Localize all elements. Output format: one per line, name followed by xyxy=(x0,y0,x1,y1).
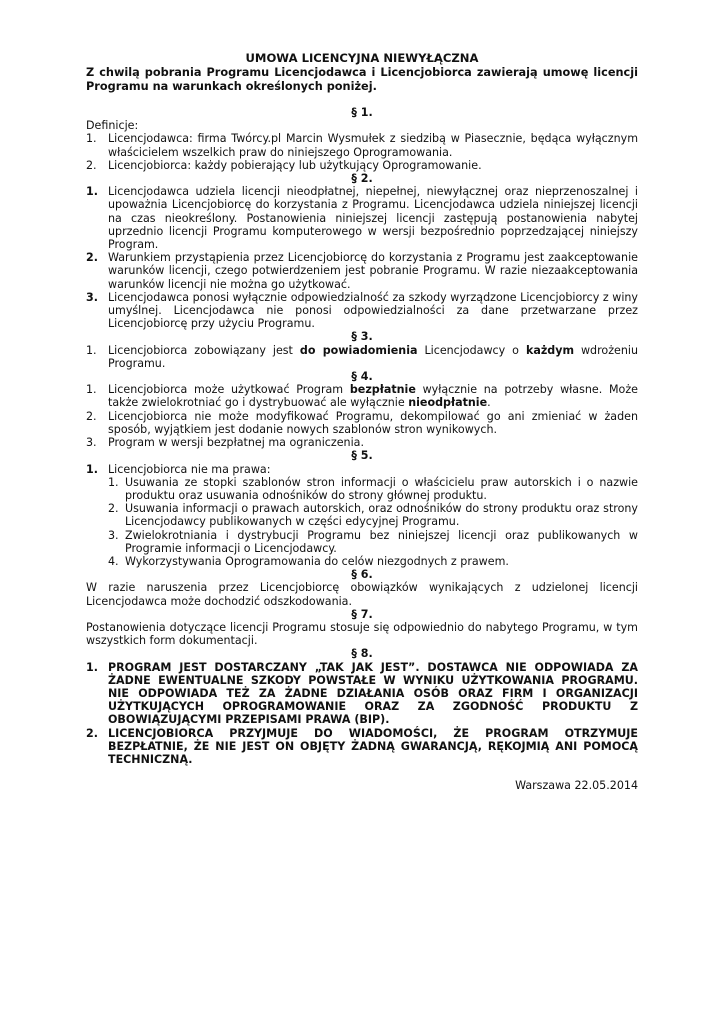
item-number: 2. xyxy=(86,409,97,423)
list-item xyxy=(86,383,638,409)
list-item xyxy=(86,344,638,370)
item-number: 2. xyxy=(108,502,119,516)
section-heading-4: § 4. xyxy=(351,370,373,384)
sub-list-item xyxy=(108,555,638,568)
license-document xyxy=(86,52,638,792)
item-text: Wykorzystywania Oprogramowania do celów niezgodnych z prawem. xyxy=(125,554,509,568)
sub-list-item xyxy=(108,502,638,528)
list-item xyxy=(86,185,638,251)
item-text: Licencjobiorca nie może modyfikować Programu, dekompilować go ani zmieniać w żaden sposób, wyjątkiem jest dodanie nowych szablonów stron wynikowych. xyxy=(108,409,638,436)
emphasis-text: każdym xyxy=(525,343,575,357)
item-text: Program w wersji bezpłatnej ma ograniczenia. xyxy=(108,436,364,450)
paragraph: W razie naruszenia przez Licencjobiorcę obowiązków wynikających z udzielonej licencji Licencjodawca może dochodzić odszkodowania. xyxy=(86,581,638,608)
item-number: 1. xyxy=(86,660,98,674)
item-text: LICENCJOBIORCA PRZYJMUJE DO WIADOMOŚCI, ŻE PROGRAM OTRZYMUJE BEZPŁATNIE, ŻE NIE JEST ON OBJĘTY ŻADNĄ GWARANCJĄ, RĘKOJMIĄ ANI POMOCĄ TECHNICZNĄ. xyxy=(108,726,638,766)
place-date: Warszawa 22.05.2014 xyxy=(515,779,638,793)
section-heading-5: § 5. xyxy=(351,449,373,463)
item-text: Usuwania ze stopki szablonów stron informacji o właścicielu praw autorskich i o nazwie produktu oraz usuwania odnośników do strony głównej produktu. xyxy=(125,475,638,502)
item-number: 1. xyxy=(86,132,97,146)
item-text: Licencjodawca ponosi wyłącznie odpowiedzialność za szkody wyrządzone Licencjobiorcy z winy umyślnej. Licencjodawca nie ponosi odpowiedzialności za dane przetwarzane przez Licencjobiorcę przy użyciu Programu. xyxy=(108,290,638,331)
item-text: Warunkiem przystąpienia przez Licencjobiorcę do korzystania z Programu jest zaakceptowanie warunków licencji, czego potwierdzeniem jest pobranie Programu. W razie niezaakceptowania warunków licencji nie można go użytkować. xyxy=(108,251,638,291)
list-item xyxy=(86,661,638,727)
emphasis-text: do powiadomienia xyxy=(299,343,418,357)
list-item xyxy=(86,727,638,767)
item-number: 4. xyxy=(108,554,119,568)
document-title: UMOWA LICENCYJNA NIEWYŁĄCZNA xyxy=(245,51,479,65)
section-heading-7: § 7. xyxy=(351,607,373,621)
list-item xyxy=(86,463,638,476)
item-text: Licencjobiorca zobowiązany jest do powiadomienia Licencjodawcy o każdym wdrożeniu Programu. xyxy=(108,343,638,370)
paragraph: Postanowienia dotyczące licencji Programu stosuje się odpowiednio do nabytego Programu, w tym wszystkich form dokumentacji. xyxy=(86,620,638,648)
list-item xyxy=(86,436,638,449)
emphasis-text: nieodpłatnie xyxy=(408,396,488,410)
spacer xyxy=(86,93,638,106)
list-item xyxy=(86,410,638,436)
item-text: Licencjobiorca nie ma prawa: xyxy=(108,462,271,476)
sub-list-item xyxy=(108,529,638,555)
section-heading-2: § 2. xyxy=(351,172,373,186)
item-number: 2. xyxy=(86,158,97,172)
item-number: 1. xyxy=(108,475,119,489)
list-item xyxy=(86,251,638,291)
item-text: Licencjodawca udziela licencji nieodpłatnej, niepełnej, niewyłącznej oraz nieprzenoszalnej i upoważnia Licencjobiorcę do korzystania z Programu. Licencjodawca udziela niniejszej licencji na czas nieokreślony. Postanowienia niniejszej licencji zastępują postanowienia nabytej uprzednio licencji Programu komputerowego w wersji bezpośrednio poprzedzającej niniejszy Program. xyxy=(108,185,638,252)
item-text: Usuwania informacji o prawach autorskich, oraz odnośników do strony produktu oraz strony Licencjodawcy publikowanych w części edycyjnej Programu. xyxy=(125,502,638,529)
item-number: 1. xyxy=(86,343,97,357)
item-number: 1. xyxy=(86,383,97,397)
item-number: 2. xyxy=(86,251,98,265)
section-heading-3: § 3. xyxy=(351,330,373,344)
section-heading-6: § 6. xyxy=(351,568,373,582)
intro-paragraph: Z chwilą pobrania Programu Licencjodawca i Licencjobiorca zawierają umowę licencji Programu na warunkach określonych poniżej. xyxy=(86,66,638,93)
definitions-lead: Definicje: xyxy=(86,119,139,133)
list-item xyxy=(86,132,638,158)
item-text: Licencjodawca: firma Twórcy.pl Marcin Wysmułek z siedzibą w Piasecznie, będąca wyłącznym właścicielem wszelkich praw do niniejszego Oprogramowania. xyxy=(108,132,638,159)
item-number: 3. xyxy=(108,528,119,542)
sub-list-item xyxy=(108,476,638,502)
section-heading-8: § 8. xyxy=(351,647,373,661)
item-text: Zwielokrotniania i dystrybucji Programu bez niniejszej licencji oraz publikowanych w Programie informacji o Licencjodawcy. xyxy=(125,528,638,555)
item-text: Licencjobiorca może użytkować Program bezpłatnie wyłącznie na potrzeby własne. Może także zwielokrotniać go i dystrybuować ale wyłącznie nieodpłatnie. xyxy=(108,383,638,410)
emphasis-text: bezpłatnie xyxy=(349,383,416,397)
item-number: 2. xyxy=(86,726,98,740)
item-number: 3. xyxy=(86,436,97,450)
list-item xyxy=(86,291,638,331)
section-heading-1: § 1. xyxy=(351,106,373,120)
item-text: PROGRAM JEST DOSTARCZANY „TAK JAK JEST”. DOSTAWCA NIE ODPOWIADA ZA ŻADNE EWENTUALNE SZKODY POWSTAŁE W WYNIKU UŻYTKOWANIA PROGRAMU. NIE ODPOWIADA TEŻ ZA ŻADNE DZIAŁANIA OSÓB ORAZ FIRM I ORGANIZACJI UŻYTKUJĄCYCH OPROGRAMOWANIE ORAZ ZA ZGODNOŚĆ PRODUKTU Z OBOWIĄZUJĄCYMI PRZEPISAMI PRAWA (BIP). xyxy=(108,660,638,727)
item-text: Licencjobiorca: każdy pobierający lub użytkujący Oprogramowanie. xyxy=(108,158,482,172)
item-number: 3. xyxy=(86,290,98,304)
item-number: 1. xyxy=(86,185,98,199)
list-item xyxy=(86,159,638,172)
item-number: 1. xyxy=(86,462,98,476)
